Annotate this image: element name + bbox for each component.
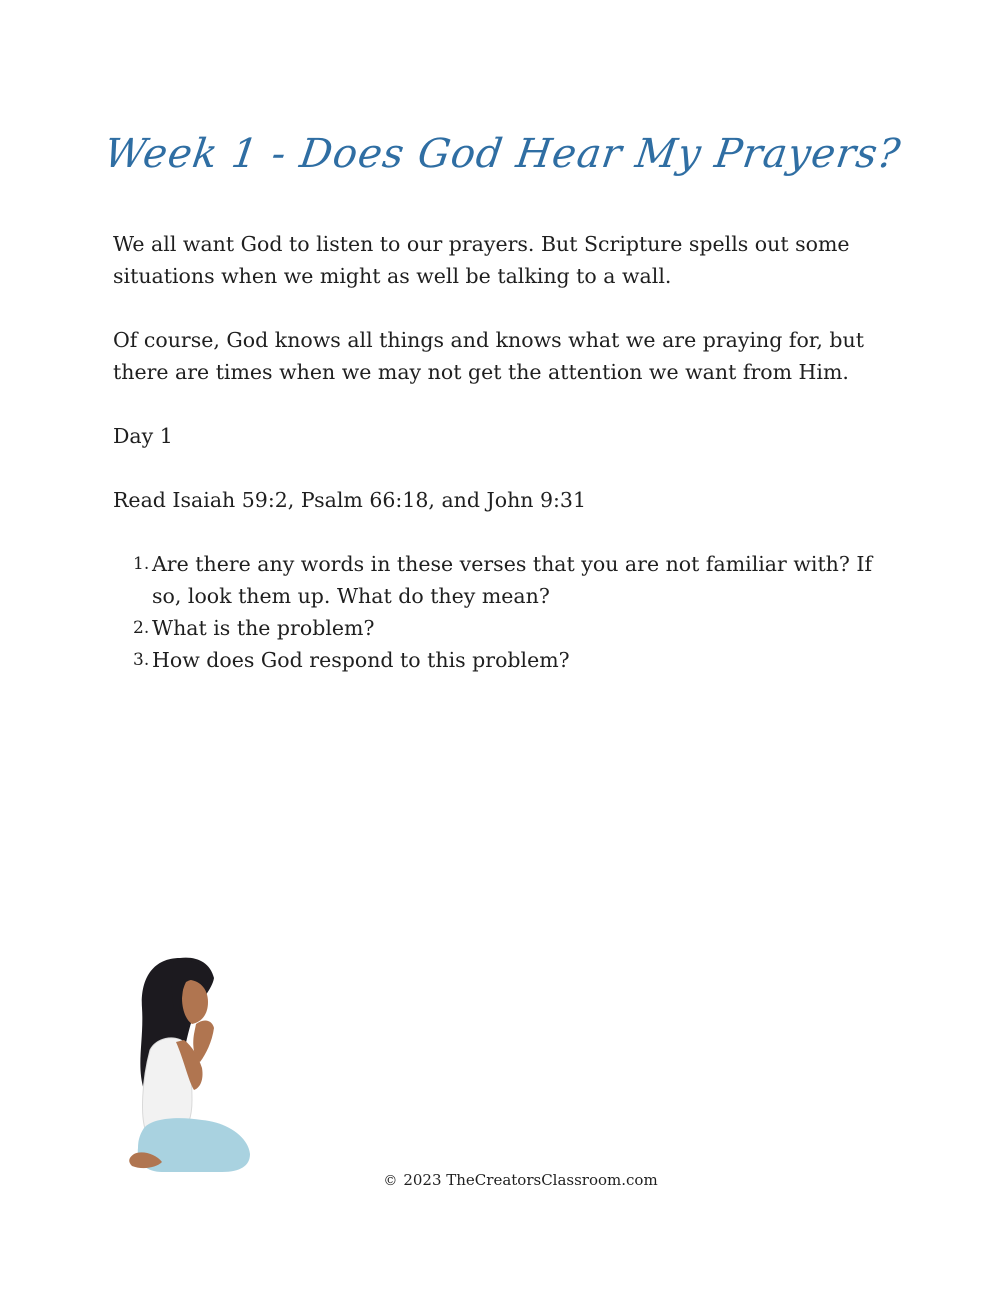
question-number: 2. bbox=[133, 618, 150, 638]
copyright-footer bbox=[0, 1171, 1005, 1189]
second-paragraph: Of course, God knows all things and knows what we are praying for, but there are times when we may not get the attention we want from Him. bbox=[113, 328, 864, 384]
reading-instruction: Read Isaiah 59:2, Psalm 66:18, and John 9:31 bbox=[113, 488, 587, 512]
question-number: 1. bbox=[133, 554, 150, 574]
page-title: Week 1 - Does God Hear My Prayers? bbox=[101, 130, 904, 177]
question-item bbox=[113, 548, 883, 612]
intro-paragraph: We all want God to listen to our prayers. But Scripture spells out some situations when we might as well be talking to a wall. bbox=[113, 232, 850, 288]
day-label: Day 1 bbox=[113, 424, 173, 448]
hands-icon bbox=[193, 1021, 214, 1062]
question-list bbox=[113, 548, 883, 676]
question-item bbox=[113, 612, 883, 644]
praying-woman-illustration bbox=[122, 950, 262, 1180]
question-item bbox=[113, 644, 883, 676]
copyright-text: 2023 TheCreatorsClassroom.com bbox=[403, 1171, 658, 1189]
question-text: Are there any words in these verses that you are not familiar with? If so, look them up. What do they mean? bbox=[152, 552, 873, 608]
question-text: How does God respond to this problem? bbox=[152, 648, 570, 672]
question-text: What is the problem? bbox=[152, 616, 375, 640]
copyright-icon: © bbox=[383, 1173, 398, 1189]
question-number: 3. bbox=[133, 650, 150, 670]
